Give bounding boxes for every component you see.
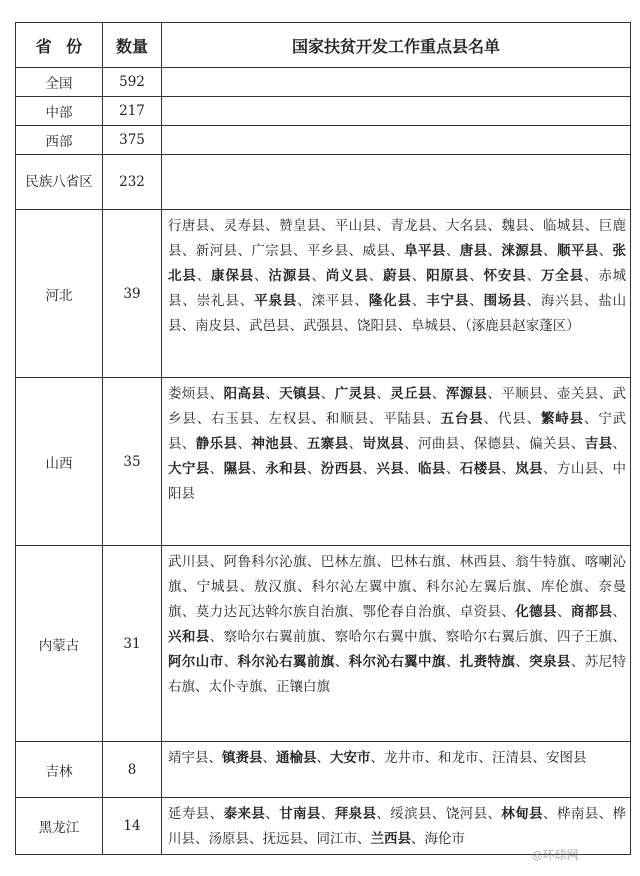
county-name: 平顺县 xyxy=(501,386,544,402)
separator: 、 xyxy=(368,411,384,427)
county-name: 顺平县 xyxy=(556,243,599,259)
separator: 、 xyxy=(431,218,446,234)
header-count: 数量 xyxy=(103,23,162,68)
county-name: 壶关县 xyxy=(556,386,599,402)
separator: 、 xyxy=(584,218,599,234)
county-name: 武邑县 xyxy=(249,318,290,334)
separator: 、 xyxy=(483,411,498,427)
county-name: 灵丘县 xyxy=(390,386,432,402)
separator: 、 xyxy=(370,750,384,766)
county-name: 武川县 xyxy=(168,554,210,570)
county-name: 平山县 xyxy=(334,218,377,234)
county-name: 五寨县 xyxy=(306,436,349,452)
summary-names-empty xyxy=(162,155,631,210)
summary-row xyxy=(16,126,631,155)
separator: 、 xyxy=(397,318,411,334)
separator: 、 xyxy=(598,806,613,822)
county-names xyxy=(162,378,631,546)
separator: 、 xyxy=(262,750,276,766)
separator: 、 xyxy=(208,750,222,766)
separator: 、 xyxy=(182,579,197,595)
county-name: 科尔沁左翼后旗 xyxy=(426,579,527,595)
separator: 、 xyxy=(320,806,335,822)
county-name: 魏县 xyxy=(501,218,530,234)
county-name: 临县 xyxy=(418,461,446,477)
separator: 、 xyxy=(195,679,209,695)
separator: 、 xyxy=(265,218,280,234)
county-name: 大安市 xyxy=(330,750,371,766)
separator: 、 xyxy=(209,386,224,402)
separator: 、 xyxy=(368,268,384,284)
county-name: 石楼县 xyxy=(459,461,502,477)
county-name: 神池县 xyxy=(251,436,294,452)
county-name: 兴县 xyxy=(376,461,405,477)
county-name: 娄烦县 xyxy=(168,386,210,402)
county-name: 抚远县 xyxy=(262,831,303,847)
county-name: 隰县 xyxy=(223,461,252,477)
separator: 、 xyxy=(303,831,317,847)
summary-row xyxy=(16,68,631,97)
county-name: 尚义县 xyxy=(325,268,369,284)
province-count: 14 xyxy=(103,798,162,855)
separator: 、 xyxy=(487,806,502,822)
separator: 、 xyxy=(445,554,460,570)
separator: 、 xyxy=(348,243,363,259)
county-name: 阿尔山市 xyxy=(168,654,224,670)
summary-name: 全国 xyxy=(16,68,103,97)
separator: 、 xyxy=(320,218,335,234)
province-row xyxy=(16,378,631,546)
county-name: 安图县 xyxy=(546,750,587,766)
separator: 、 xyxy=(239,293,255,309)
county-name: 代县 xyxy=(497,411,527,427)
summary-row xyxy=(16,97,631,126)
separator: 、 xyxy=(598,386,613,402)
county-name: 化德县 xyxy=(515,604,557,620)
separator: 、 xyxy=(424,750,438,766)
county-name: 阳高县 xyxy=(223,386,266,402)
county-name: 喀喇沁旗 xyxy=(168,554,626,595)
county-name: 武乡县 xyxy=(168,386,626,427)
county-name: 繁峙县 xyxy=(540,411,584,427)
separator: 、 xyxy=(262,679,276,695)
county-name: （涿鹿县赵家蓬区） xyxy=(465,318,580,334)
county-name: 通榆县 xyxy=(276,750,317,766)
separator: 、 xyxy=(543,806,557,822)
separator: 、 xyxy=(583,411,599,427)
province-row xyxy=(16,742,631,798)
separator: 、 xyxy=(235,318,249,334)
summary-names-empty xyxy=(162,126,631,155)
separator: 、 xyxy=(181,243,196,259)
separator: 、 xyxy=(376,806,391,822)
county-name: 盐山县 xyxy=(168,293,627,334)
county-name: 延寿县 xyxy=(168,806,210,822)
county-name: 南皮县 xyxy=(195,318,236,334)
county-name: 兰西县 xyxy=(370,831,411,847)
summary-count: 375 xyxy=(103,126,162,155)
summary-names-empty xyxy=(162,97,631,126)
county-names xyxy=(162,546,631,742)
county-name: 绥滨县 xyxy=(390,806,432,822)
separator: 、 xyxy=(196,268,212,284)
county-name: 林西县 xyxy=(459,554,502,570)
county-name: 巴林左旗 xyxy=(320,554,377,570)
county-name: 和顺县 xyxy=(325,411,369,427)
separator: 、 xyxy=(265,806,280,822)
separator: 、 xyxy=(239,579,255,595)
separator: 、 xyxy=(404,461,419,477)
county-name: 涞源县 xyxy=(501,243,544,259)
county-name: 沽源县 xyxy=(268,268,312,284)
separator: 、 xyxy=(431,629,446,645)
separator: 、 xyxy=(526,293,541,309)
separator: 、 xyxy=(251,461,266,477)
county-name: 桦南县 xyxy=(556,806,599,822)
province-count: 8 xyxy=(103,742,162,798)
county-name: 库伦旗 xyxy=(540,579,584,595)
county-name: 怀安县 xyxy=(483,268,527,284)
county-name: 保德县 xyxy=(473,436,516,452)
separator: 、 xyxy=(320,386,335,402)
county-name: 奈曼旗 xyxy=(168,579,627,620)
county-name: 翁牛特旗 xyxy=(515,554,571,570)
county-names xyxy=(162,210,631,378)
county-name: 汤原县 xyxy=(208,831,249,847)
separator: 、 xyxy=(209,629,224,645)
separator: 、 xyxy=(612,604,626,620)
county-name: 平泉县 xyxy=(254,293,298,309)
county-name: 正镶白旗 xyxy=(276,679,330,695)
separator: 、 xyxy=(612,629,626,645)
separator: 、 xyxy=(445,243,460,259)
county-name: 临城县 xyxy=(543,218,585,234)
summary-count: 592 xyxy=(103,68,162,97)
county-name: 龙井市 xyxy=(384,750,425,766)
separator: 、 xyxy=(404,436,419,452)
separator: 、 xyxy=(289,318,303,334)
county-name: 大宁县 xyxy=(168,461,210,477)
county-name: 阜城县 xyxy=(411,318,452,334)
separator: 、 xyxy=(297,579,312,595)
separator: 、 xyxy=(362,461,377,477)
separator: 、 xyxy=(182,293,197,309)
county-name: 苏尼特右旗 xyxy=(168,654,626,695)
county-name: 张北县 xyxy=(168,243,626,284)
separator: 、 xyxy=(543,386,557,402)
county-name: 天镇县 xyxy=(279,386,321,402)
separator: 、 xyxy=(311,411,326,427)
separator: 、 xyxy=(583,293,599,309)
separator: 、 xyxy=(181,318,195,334)
summary-count: 217 xyxy=(103,97,162,126)
separator: 、 xyxy=(583,268,599,284)
summary-names-empty xyxy=(162,68,631,97)
province-count: 39 xyxy=(103,210,162,378)
county-name: 科尔沁右翼中旗 xyxy=(348,654,446,670)
separator: 、 xyxy=(348,604,363,620)
county-name: 甘南县 xyxy=(279,806,321,822)
county-name: 万全县 xyxy=(540,268,584,284)
county-name: 吉县 xyxy=(584,436,613,452)
county-name: 岢岚县 xyxy=(362,436,405,452)
county-name: 兴和县 xyxy=(168,629,210,645)
separator: 、 xyxy=(570,436,585,452)
separator: 、 xyxy=(598,243,613,259)
separator: 、 xyxy=(249,831,263,847)
county-name: 科尔沁右翼前旗 xyxy=(237,654,335,670)
county-name: 武强县 xyxy=(303,318,344,334)
separator: 、 xyxy=(237,243,252,259)
county-name: 平乡县 xyxy=(306,243,349,259)
county-name: 宁城县 xyxy=(196,579,240,595)
separator: 、 xyxy=(445,604,460,620)
county-name: 泰来县 xyxy=(223,806,266,822)
county-name: 同江市 xyxy=(316,831,357,847)
separator: 、 xyxy=(376,386,391,402)
county-name: 饶阳县 xyxy=(357,318,398,334)
separator: 、 xyxy=(348,436,363,452)
separator: 、 xyxy=(570,654,585,670)
county-name: 桦川县 xyxy=(168,806,626,847)
separator: 、 xyxy=(195,831,209,847)
separator: 、 xyxy=(376,554,391,570)
separator: 、 xyxy=(556,604,571,620)
county-name: 和龙市 xyxy=(438,750,479,766)
county-name: 巴林右旗 xyxy=(390,554,446,570)
county-name: 静乐县 xyxy=(195,436,238,452)
county-name: 察哈尔右翼前旗 xyxy=(223,629,321,645)
county-name: 察哈尔右翼后旗 xyxy=(445,629,544,645)
separator: 、 xyxy=(293,436,307,452)
county-name: 靖宇县 xyxy=(168,750,209,766)
county-name: 崇礼县 xyxy=(196,293,240,309)
separator: 、 xyxy=(209,461,224,477)
county-name: 康保县 xyxy=(211,268,255,284)
county-name: 五台县 xyxy=(440,411,484,427)
summary-name: 中部 xyxy=(16,97,103,126)
separator: 、 xyxy=(223,654,238,670)
separator: 、 xyxy=(487,386,502,402)
province-count: 31 xyxy=(103,546,162,742)
separator: 、 xyxy=(209,218,224,234)
separator: 、 xyxy=(390,243,405,259)
separator: 、 xyxy=(237,436,252,452)
county-name: 青龙县 xyxy=(390,218,432,234)
county-name: 唐县 xyxy=(459,243,488,259)
separator: 、 xyxy=(598,461,613,477)
separator: 、 xyxy=(543,461,557,477)
separator: 、 xyxy=(411,293,427,309)
separator: 、 xyxy=(320,629,335,645)
county-name: 方山县 xyxy=(556,461,599,477)
county-name: 赤城县 xyxy=(168,268,627,309)
province-name: 河北 xyxy=(16,210,103,378)
separator: 、 xyxy=(570,554,585,570)
separator: 、 xyxy=(583,579,599,595)
county-name: 饶河县 xyxy=(445,806,488,822)
county-name: 科尔沁左翼中旗 xyxy=(311,579,412,595)
county-name: 右玉县 xyxy=(211,411,255,427)
county-name: 林甸县 xyxy=(501,806,544,822)
separator: 、 xyxy=(501,461,516,477)
county-name: 新河县 xyxy=(195,243,238,259)
county-name: 卓资县 xyxy=(459,604,502,620)
county-name: 突泉县 xyxy=(529,654,571,670)
separator: 、 xyxy=(311,268,326,284)
separator: 、 xyxy=(357,831,371,847)
separator: 、 xyxy=(431,386,446,402)
county-name: 阜平县 xyxy=(404,243,446,259)
separator: 、 xyxy=(411,268,427,284)
county-name: 岚县 xyxy=(515,461,544,477)
separator: 、 xyxy=(445,461,460,477)
separator: 、 xyxy=(526,411,541,427)
county-name: 偏关县 xyxy=(529,436,571,452)
county-name: 汾西县 xyxy=(320,461,363,477)
county-name: 河曲县 xyxy=(418,436,460,452)
separator: 、 xyxy=(254,411,269,427)
separator: 、 xyxy=(431,806,446,822)
separator: 、 xyxy=(501,604,516,620)
county-name: 汪清县 xyxy=(492,750,533,766)
header-names: 国家扶贫开发工作重点县名单 xyxy=(162,23,631,68)
county-name: 阳原县 xyxy=(426,268,470,284)
county-name: 宁武县 xyxy=(168,411,627,452)
separator: 、 xyxy=(181,436,196,452)
separator: 、 xyxy=(426,411,441,427)
separator: 、 xyxy=(445,654,460,670)
separator: 、 xyxy=(451,318,465,334)
county-name: 巨鹿县 xyxy=(168,218,626,259)
province-name: 吉林 xyxy=(16,742,103,798)
county-name: 隆化县 xyxy=(368,293,412,309)
separator: 、 xyxy=(526,579,541,595)
separator: 、 xyxy=(306,554,321,570)
separator: 、 xyxy=(376,218,391,234)
summary-name: 民族八省区 xyxy=(16,155,103,210)
summary-count: 232 xyxy=(103,155,162,210)
county-name: 平陆县 xyxy=(383,411,427,427)
county-list-table xyxy=(15,22,631,855)
province-name: 内蒙古 xyxy=(16,546,103,742)
separator: 、 xyxy=(209,554,224,570)
separator: 、 xyxy=(254,268,269,284)
watermark: ◎环球网 xyxy=(532,848,579,862)
separator: 、 xyxy=(343,318,357,334)
separator: 、 xyxy=(334,654,349,670)
province-count: 35 xyxy=(103,378,162,546)
province-row xyxy=(16,210,631,378)
province-row xyxy=(16,546,631,742)
header-row xyxy=(16,23,631,68)
separator: 、 xyxy=(459,436,474,452)
county-name: 拜泉县 xyxy=(334,806,377,822)
county-name: 敖汉旗 xyxy=(254,579,298,595)
county-name: 阿鲁科尔沁旗 xyxy=(223,554,307,570)
county-name: 太仆寺旗 xyxy=(208,679,263,695)
separator: 、 xyxy=(411,831,425,847)
summary-name: 西部 xyxy=(16,126,103,155)
separator: 、 xyxy=(487,243,502,259)
county-name: 赞皇县 xyxy=(279,218,321,234)
separator: 、 xyxy=(411,579,427,595)
separator: 、 xyxy=(265,386,280,402)
county-name: 行唐县 xyxy=(168,218,210,234)
county-name: 灵寿县 xyxy=(223,218,266,234)
separator: 、 xyxy=(543,629,557,645)
separator: 、 xyxy=(209,806,224,822)
county-name: 蔚县 xyxy=(383,268,412,284)
county-name: 永和县 xyxy=(265,461,307,477)
county-name: 威县 xyxy=(362,243,391,259)
separator: 、 xyxy=(469,293,484,309)
summary-row xyxy=(16,155,631,210)
separator: 、 xyxy=(478,750,492,766)
separator: 、 xyxy=(354,293,369,309)
county-name: 丰宁县 xyxy=(426,293,470,309)
county-name: 广宗县 xyxy=(251,243,294,259)
separator: 、 xyxy=(181,604,196,620)
county-name: 中阳县 xyxy=(168,461,626,502)
county-name: 大名县 xyxy=(445,218,488,234)
county-name: 莫力达瓦达斡尔族自治旗 xyxy=(195,604,349,620)
separator: 、 xyxy=(306,461,321,477)
county-name: 滦平县 xyxy=(311,293,355,309)
separator: 、 xyxy=(526,268,541,284)
separator: 、 xyxy=(293,243,307,259)
county-name: 镇赉县 xyxy=(222,750,263,766)
separator: 、 xyxy=(515,654,530,670)
county-name: 鄂伦春自治旗 xyxy=(362,604,446,620)
county-name: 商都县 xyxy=(570,604,613,620)
separator: 、 xyxy=(487,218,502,234)
separator: 、 xyxy=(532,750,546,766)
county-name: 海兴县 xyxy=(540,293,584,309)
county-name: 扎赉特旗 xyxy=(459,654,516,670)
county-name: 左权县 xyxy=(268,411,312,427)
separator: 、 xyxy=(543,243,557,259)
separator: 、 xyxy=(297,293,312,309)
separator: 、 xyxy=(469,268,484,284)
province-name: 黑龙江 xyxy=(16,798,103,855)
county-name: 围场县 xyxy=(483,293,527,309)
province-name: 山西 xyxy=(16,378,103,546)
county-name: 四子王旗 xyxy=(556,629,613,645)
header-province: 省份 xyxy=(16,23,103,68)
separator: 、 xyxy=(515,436,530,452)
separator: 、 xyxy=(196,411,212,427)
separator: 、 xyxy=(316,750,330,766)
county-name: 海伦市 xyxy=(424,831,465,847)
separator: 、 xyxy=(501,554,516,570)
separator: 、 xyxy=(612,436,626,452)
separator: 、 xyxy=(529,218,544,234)
county-name: 广灵县 xyxy=(334,386,377,402)
county-name: 浑源县 xyxy=(445,386,488,402)
county-name: 察哈尔右翼中旗 xyxy=(334,629,432,645)
county-names xyxy=(162,742,631,798)
